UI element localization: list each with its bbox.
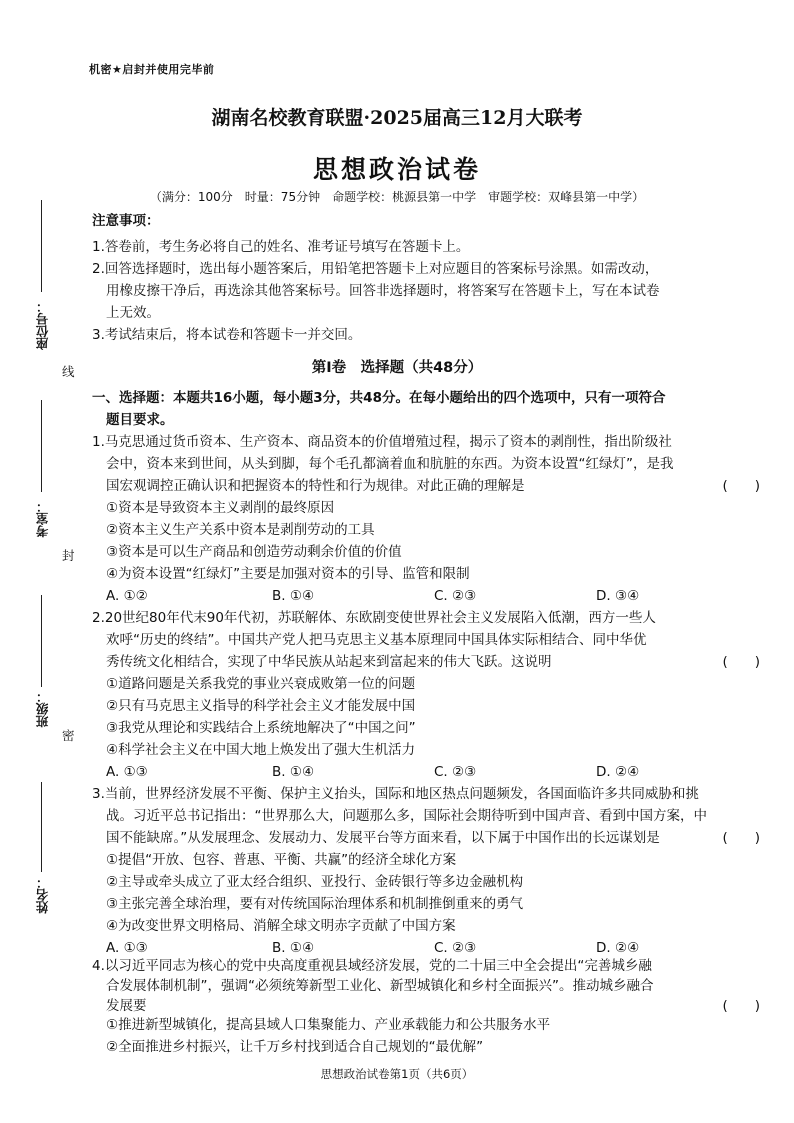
option-b: B. ①④ (272, 764, 315, 780)
statement: ③主张完善全球治理，要有对传统国际治理体系和机制推倒重来的勇气 (106, 896, 524, 912)
option-a: A. ①③ (106, 764, 148, 780)
note-line: 3.考试结束后，将本试卷和答题卡一并交回。 (92, 327, 362, 343)
question-stem-line: 战。习近平总书记指出：“世界那么大，问题那么多，国际社会期待听到中国声音、看到中国方案，中 (106, 808, 707, 824)
question-stem-line: 秀传统文化相结合，实现了中华民族从站起来到富起来的伟大飞跃。这说明 (106, 654, 552, 670)
question-stem-line: 1.马克思通过货币资本、生产资本、商品资本的价值增殖过程，揭示了资本的剥削性，指出阶级社 (92, 434, 672, 450)
exam-title: 湖南名校教育联盟·2025届高三12月大联考 (211, 107, 583, 129)
note-line: 上无效。 (106, 305, 160, 321)
option-c: C. ②③ (434, 588, 477, 604)
instruction-line: 题目要求。 (106, 412, 174, 428)
note-line: 2.回答选择题时，选出每小题答案后，用铅笔把答题卡上对应题目的答案标号涂黑。如需改动， (92, 261, 659, 277)
answer-paren: ( ) (722, 478, 760, 494)
option-b: B. ①④ (272, 588, 315, 604)
option-c: C. ②③ (434, 940, 477, 956)
page-footer: 思想政治试卷第1页（共6页） (320, 1067, 474, 1081)
name-label: 姓名： (35, 876, 50, 914)
question-stem-line: 欢呼“历史的终结”。中国共产党人把马克思主义基本原理同中国具体实际相结合、同中华优 (106, 632, 647, 648)
exam-meta: （满分：100分 时量：75分钟 命题学校：桃源县第一中学 审题学校：双峰县第一中学） (149, 190, 645, 204)
statement: ①推进新型城镇化，提高县域人口集聚能力、产业承载能力和公共服务水平 (106, 1017, 551, 1033)
exam-room-blank (41, 400, 42, 492)
statement: ①资本是导致资本主义剥削的最终原因 (106, 500, 335, 516)
question-stem-line: 2.20世纪80年代末90年代初，苏联解体、东欧剧变使世界社会主义发展陷入低潮，西方一些人 (92, 610, 656, 626)
option-d: D. ②④ (596, 940, 640, 956)
answer-paren: ( ) (722, 830, 760, 846)
statement: ②资本主义生产关系中资本是剥削劳动的工具 (106, 522, 375, 538)
option-d: D. ③④ (596, 588, 640, 604)
seal-char-secret: 密 (62, 728, 75, 743)
option-d: D. ②④ (596, 764, 640, 780)
name-blank (41, 782, 42, 872)
statement: ③资本是可以生产商品和创造劳动剩余价值的价值 (106, 544, 402, 560)
statement: ④为资本设置“红绿灯”主要是加强对资本的引导、监管和限制 (106, 566, 470, 582)
statement: ④为改变世界文明格局、消解全球文明赤字贡献了中国方案 (106, 918, 456, 934)
seat-number-label: 座位号： (35, 300, 50, 350)
statement: ①提倡“开放、包容、普惠、平衡、共赢”的经济全球化方案 (106, 852, 457, 868)
question-stem-line: 合发展体制机制”，强调“必须统筹新型工业化、新型城镇化和乡村全面振兴”。推动城乡融合 (106, 978, 654, 994)
answer-paren: ( ) (722, 998, 760, 1014)
option-a: A. ①② (106, 588, 148, 604)
note-line: 用橡皮擦干净后，再选涂其他答案标号。回答非选择题时，将答案写在答题卡上，写在本试卷 (106, 283, 660, 299)
question-stem-line: 国不能缺席。”从发展理念、发展动力、发展平台等方面来看，以下属于中国作出的长远谋划是 (106, 830, 660, 846)
instruction-line: 一、选择题：本题共16小题，每小题3分，共48分。在每小题给出的四个选项中，只有一项符合 (92, 390, 666, 406)
option-b: B. ①④ (272, 940, 315, 956)
section-title: 第Ⅰ卷 选择题（共48分） (311, 360, 483, 376)
statement: ②只有马克思主义指导的科学社会主义才能发展中国 (106, 698, 416, 714)
notes-heading: 注意事项： (92, 213, 160, 229)
class-label: 班级： (35, 690, 50, 728)
secret-mark: 机密★启封并使用完毕前 (89, 63, 215, 76)
question-stem-line: 发展要 (106, 998, 147, 1014)
statement: ①道路问题是关系我党的事业兴衰成败第一位的问题 (106, 676, 416, 692)
note-line: 1.答卷前，考生务必将自己的姓名、准考证号填写在答题卡上。 (92, 239, 470, 255)
option-a: A. ①③ (106, 940, 148, 956)
subject-title: 思想政治试卷 (312, 155, 481, 184)
question-stem-line: 会中，资本来到世间，从头到脚，每个毛孔都滴着血和肮脏的东西。为资本设置“红绿灯”，是我 (106, 456, 674, 472)
seat-number-blank (41, 200, 42, 292)
question-stem-line: 国宏观调控正确认识和把握资本的特性和行为规律。对此正确的理解是 (106, 478, 525, 494)
statement: ③我党从理论和实践结合上系统地解决了“中国之问” (106, 720, 416, 736)
statement: ②全面推进乡村振兴，让千万乡村找到适合自己规划的“最优解” (106, 1039, 484, 1055)
answer-paren: ( ) (722, 654, 760, 670)
seal-char-seal: 封 (62, 548, 75, 563)
seal-char-line: 线 (62, 364, 75, 379)
question-stem-line: 3.当前，世界经济发展不平衡、保护主义抬头，国际和地区热点问题频发，各国面临许多共同威胁和挑 (92, 786, 699, 802)
statement: ②主导或牵头成立了亚太经合组织、亚投行、金砖银行等多边金融机构 (106, 874, 524, 890)
statement: ④科学社会主义在中国大地上焕发出了强大生机活力 (106, 742, 416, 758)
class-blank (41, 595, 42, 687)
question-stem-line: 4.以习近平同志为核心的党中央高度重视县域经济发展，党的二十届三中全会提出“完善城乡融 (92, 958, 652, 974)
option-c: C. ②③ (434, 764, 477, 780)
exam-room-label: 考室： (35, 500, 50, 538)
